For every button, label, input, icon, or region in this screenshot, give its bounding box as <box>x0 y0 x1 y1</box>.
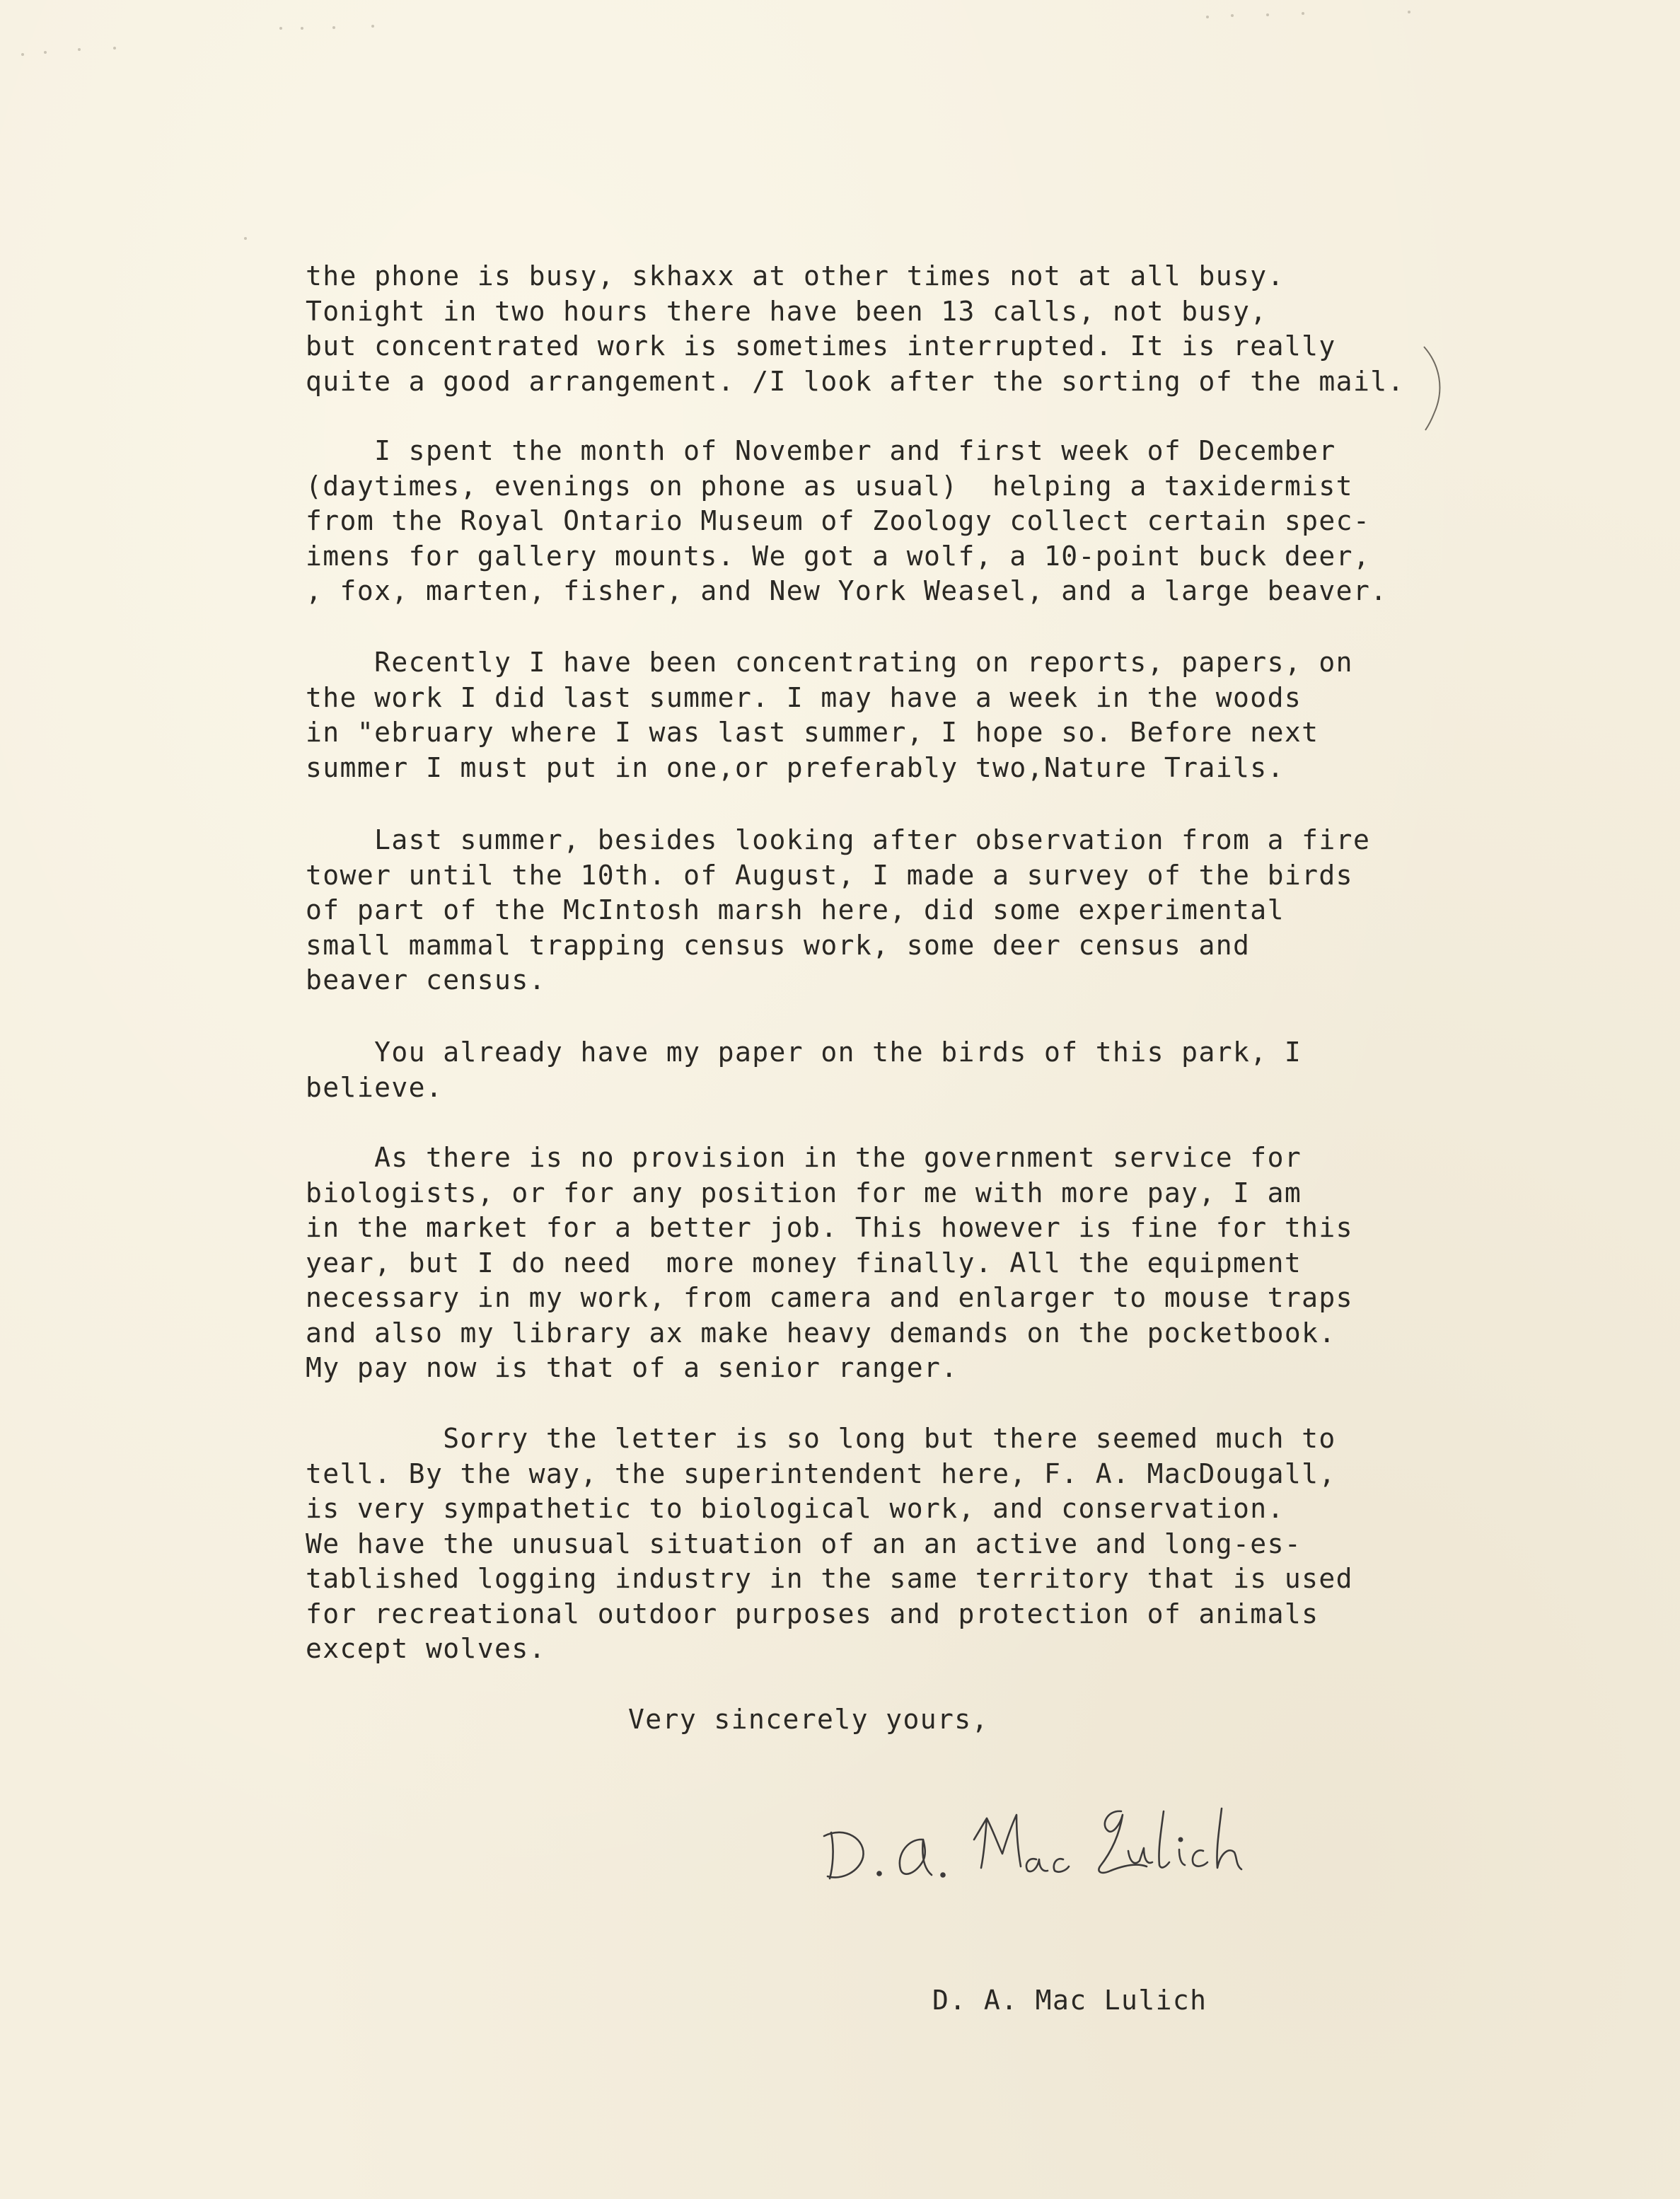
text-line: except wolves. <box>306 1633 546 1664</box>
text-line: tower until the 10th. of August, I made a survey of the birds <box>306 859 1353 891</box>
text-line: You already have my paper on the birds of this park, I <box>306 1037 1302 1068</box>
text-line: , fox, marten, fisher, and New York Weasel, and a large beaver. <box>306 575 1388 606</box>
text-line: Recently I have been concentrating on reports, papers, on <box>306 647 1353 678</box>
text-line: is very sympathetic to biological work, and conservation. <box>306 1493 1285 1524</box>
text-line: imens for gallery mounts. We got a wolf, a 10-point buck deer, <box>306 540 1371 572</box>
text-line: but concentrated work is sometimes interrupted. It is really <box>306 330 1336 362</box>
text-line: Tonight in two hours there have been 13 calls, not busy, <box>306 295 1268 327</box>
handwritten-signature <box>817 1783 1256 1889</box>
text-line: Sorry the letter is so long but there seemed much to <box>306 1423 1336 1454</box>
text-line: believe. <box>306 1071 444 1103</box>
text-line: from the Royal Ontario Museum of Zoology collect certain spec- <box>306 505 1371 536</box>
text-line: the work I did last summer. I may have a week in the woods <box>306 681 1302 713</box>
paragraph-5 <box>306 1035 1302 1105</box>
text-line: As there is no provision in the government service for <box>306 1142 1302 1173</box>
text-line: We have the unusual situation of an an active and long-es- <box>306 1528 1302 1559</box>
text-line: of part of the McIntosh marsh here, did some experimental <box>306 894 1285 925</box>
margin-bracket-mark <box>1418 340 1454 439</box>
text-line: small mammal trapping census work, some deer census and <box>306 929 1251 961</box>
text-line: the phone is busy, skhaxx at other times not at all busy. <box>306 260 1285 292</box>
text-line: year, but I do need more money finally. All the equipment <box>306 1247 1302 1279</box>
text-line: and also my library ax make heavy demands on the pocketbook. <box>306 1317 1336 1349</box>
paragraph-3 <box>306 645 1353 785</box>
typed-signature-name: D. A. Mac Lulich <box>932 1985 1207 2016</box>
signature-drawing <box>817 1783 1256 1889</box>
paragraph-6 <box>306 1141 1353 1386</box>
closing <box>628 1702 989 1738</box>
text-line: My pay now is that of a senior ranger. <box>306 1352 958 1383</box>
text-line: tell. By the way, the superintendent here, F. A. MacDougall, <box>306 1458 1336 1489</box>
text-line: Last summer, besides looking after observation from a fire <box>306 824 1371 855</box>
text-line: I spent the month of November and first week of December <box>306 435 1336 466</box>
paragraph-2 <box>306 434 1388 609</box>
text-line: in "ebruary where I was last summer, I hope so. Before next <box>306 717 1319 748</box>
paragraph-1 <box>306 259 1405 399</box>
text-line: necessary in my work, from camera and enlarger to mouse traps <box>306 1282 1353 1313</box>
text-line: quite a good arrangement. /I look after the sorting of the mail. <box>306 365 1405 397</box>
text-line: biologists, or for any position for me with more pay, I am <box>306 1177 1302 1208</box>
paragraph-7 <box>306 1421 1353 1667</box>
text-line: (daytimes, evenings on phone as usual) helping a taxidermist <box>306 470 1353 502</box>
text-line: for recreational outdoor purposes and protection of animals <box>306 1598 1319 1629</box>
text-line: in the market for a better job. This however is fine for this <box>306 1212 1353 1243</box>
text-line: beaver census. <box>306 964 546 995</box>
paragraph-4 <box>306 823 1370 998</box>
closing-line: Very sincerely yours, <box>628 1704 989 1735</box>
text-line: tablished logging industry in the same territory that is used <box>306 1563 1353 1594</box>
text-line: summer I must put in one,or preferably two,Nature Trails. <box>306 751 1285 783</box>
